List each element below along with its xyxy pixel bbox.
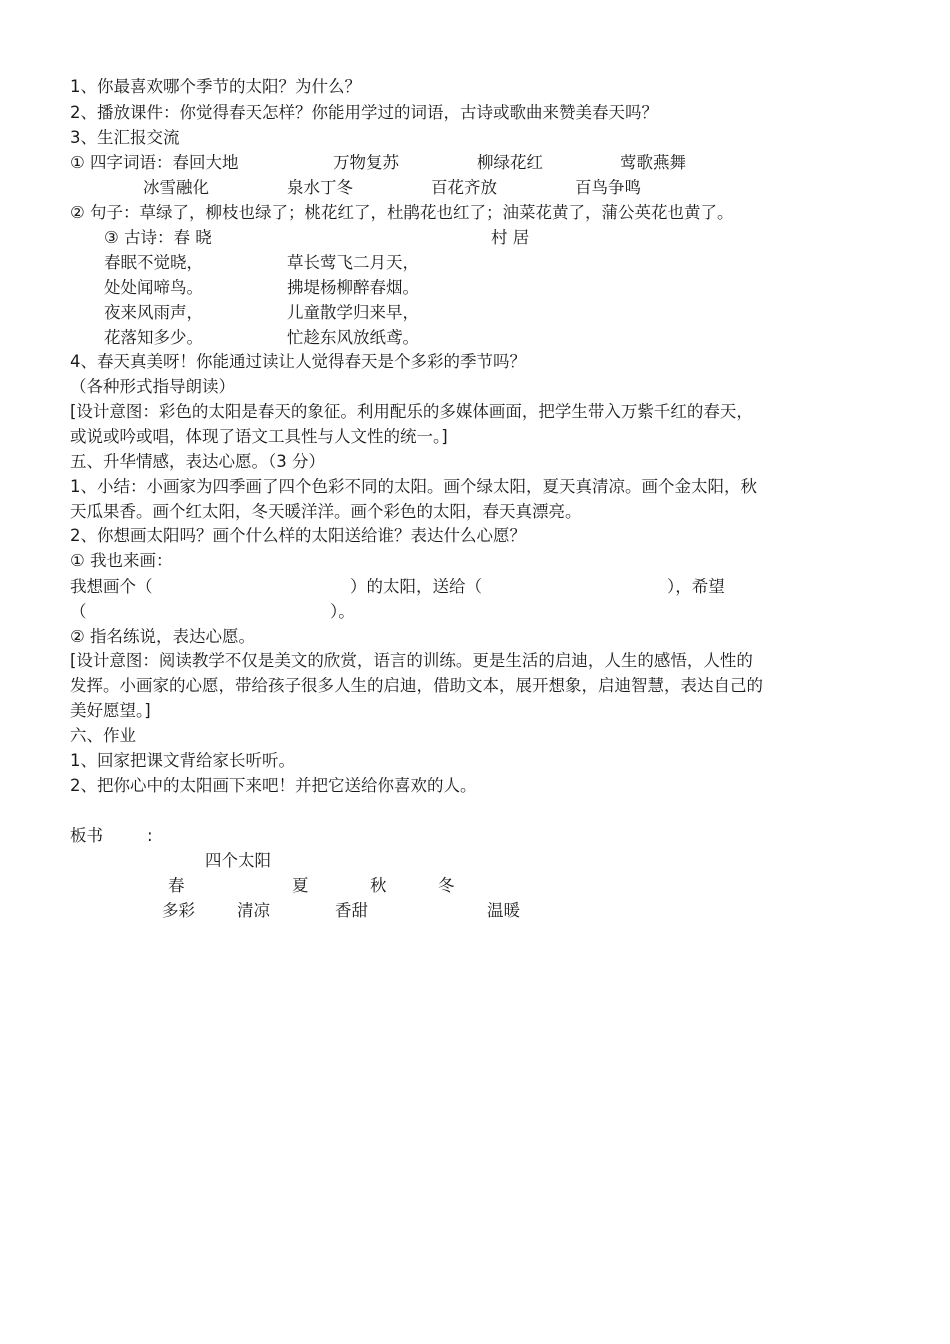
- poem-line: 花落知多少。: [104, 328, 203, 347]
- idiom: 百鸟争鸣: [575, 178, 641, 197]
- design-intent-2-cont: 发挥。小画家的心愿，带给孩子很多人生的启迪，借助文本，展开想象，启迪智慧，表达自己的: [70, 676, 763, 695]
- idiom: 万物复苏: [333, 153, 399, 172]
- design-intent-2-end: 美好愿望。]: [70, 701, 151, 720]
- board-season: 夏: [292, 876, 309, 895]
- poem-line: 春眠不觉晓，: [104, 253, 203, 272]
- homework-2: 2、把你心中的太阳画下来吧！并把它送给你喜欢的人。: [70, 776, 477, 795]
- poem-line: 儿童散学归来早，: [287, 303, 419, 322]
- fill-blank-part: ）的太阳，送给（: [350, 577, 482, 596]
- question-2: 2、播放课件：你觉得春天怎样？你能用学过的词语，古诗或歌曲来赞美春天吗？: [70, 103, 658, 122]
- design-intent-2: [设计意图：阅读教学不仅是美文的欣赏，语言的训练。更是生活的启迪，人生的感悟，人性的: [70, 651, 753, 670]
- draw-label: ① 我也来画：: [70, 551, 173, 570]
- poem-label: ③ 古诗：春 晓: [104, 228, 212, 247]
- fill-blank-part: ），希望: [667, 577, 725, 596]
- board-title: 四个太阳: [205, 851, 271, 870]
- question-3: 3、生汇报交流: [70, 128, 180, 147]
- poem-title-cunju: 村 居: [491, 228, 530, 247]
- poem-line: 处处闻啼鸟。: [104, 278, 203, 297]
- question-1: 1、你最喜欢哪个季节的太阳？为什么？: [70, 77, 361, 96]
- design-intent-1-cont: 或说或吟或唱，体现了语文工具性与人文性的统一。]: [70, 427, 448, 446]
- board-season: 冬: [438, 876, 455, 895]
- board-label: 板书: [70, 826, 103, 845]
- question-5-2: 2、你想画太阳吗？画个什么样的太阳送给谁？表达什么心愿？: [70, 526, 526, 545]
- fill-blank-part: ）。: [330, 602, 355, 621]
- reading-note: （各种形式指导朗读）: [70, 377, 235, 396]
- fill-blank-part: 我想画个（: [70, 577, 153, 596]
- poem-line: 拂堤杨柳醉春烟。: [287, 278, 419, 297]
- homework-1: 1、回家把课文背给家长听听。: [70, 751, 295, 770]
- poem-line: 夜来风雨声，: [104, 303, 203, 322]
- idiom: 泉水丁冬: [287, 178, 353, 197]
- sentences: ② 句子：草绿了，柳枝也绿了；桃花红了，杜鹃花也红了；油菜花黄了，蒲公英花也黄了。: [70, 203, 734, 222]
- board-trait: 温暖: [487, 901, 520, 920]
- idioms-label: ① 四字词语：春回大地: [70, 153, 239, 172]
- poem-line: 忙趁东风放纸鸢。: [287, 328, 419, 347]
- question-4: 4、春天真美呀！你能通过读让人觉得春天是个多彩的季节吗？: [70, 352, 526, 371]
- idiom: 莺歌燕舞: [620, 153, 686, 172]
- idiom: 冰雪融化: [143, 178, 209, 197]
- fill-blank-part: （: [70, 602, 87, 621]
- board-season: 春: [168, 876, 185, 895]
- board-trait: 多彩: [162, 901, 195, 920]
- section-5-heading: 五、升华情感，表达心愿。（3 分）: [70, 452, 325, 471]
- poem-line: 草长莺飞二月天，: [287, 253, 419, 272]
- section-6-heading: 六、作业: [70, 726, 136, 745]
- board-trait: 清凉: [237, 901, 270, 920]
- idiom: 柳绿花红: [477, 153, 543, 172]
- idiom: 百花齐放: [431, 178, 497, 197]
- board-trait: 香甜: [335, 901, 368, 920]
- summary-cont: 天瓜果香。画个红太阳，冬天暖洋洋。画个彩色的太阳，春天真漂亮。: [70, 502, 582, 521]
- practice: ② 指名练说，表达心愿。: [70, 627, 256, 646]
- design-intent-1: [设计意图：彩色的太阳是春天的象征。利用配乐的多媒体画面，把学生带入万紫千红的春天，: [70, 402, 753, 421]
- board-colon: :: [147, 826, 153, 845]
- board-season: 秋: [370, 876, 387, 895]
- summary: 1、小结：小画家为四季画了四个色彩不同的太阳。画个绿太阳，夏天真清凉。画个金太阳，秋: [70, 477, 757, 496]
